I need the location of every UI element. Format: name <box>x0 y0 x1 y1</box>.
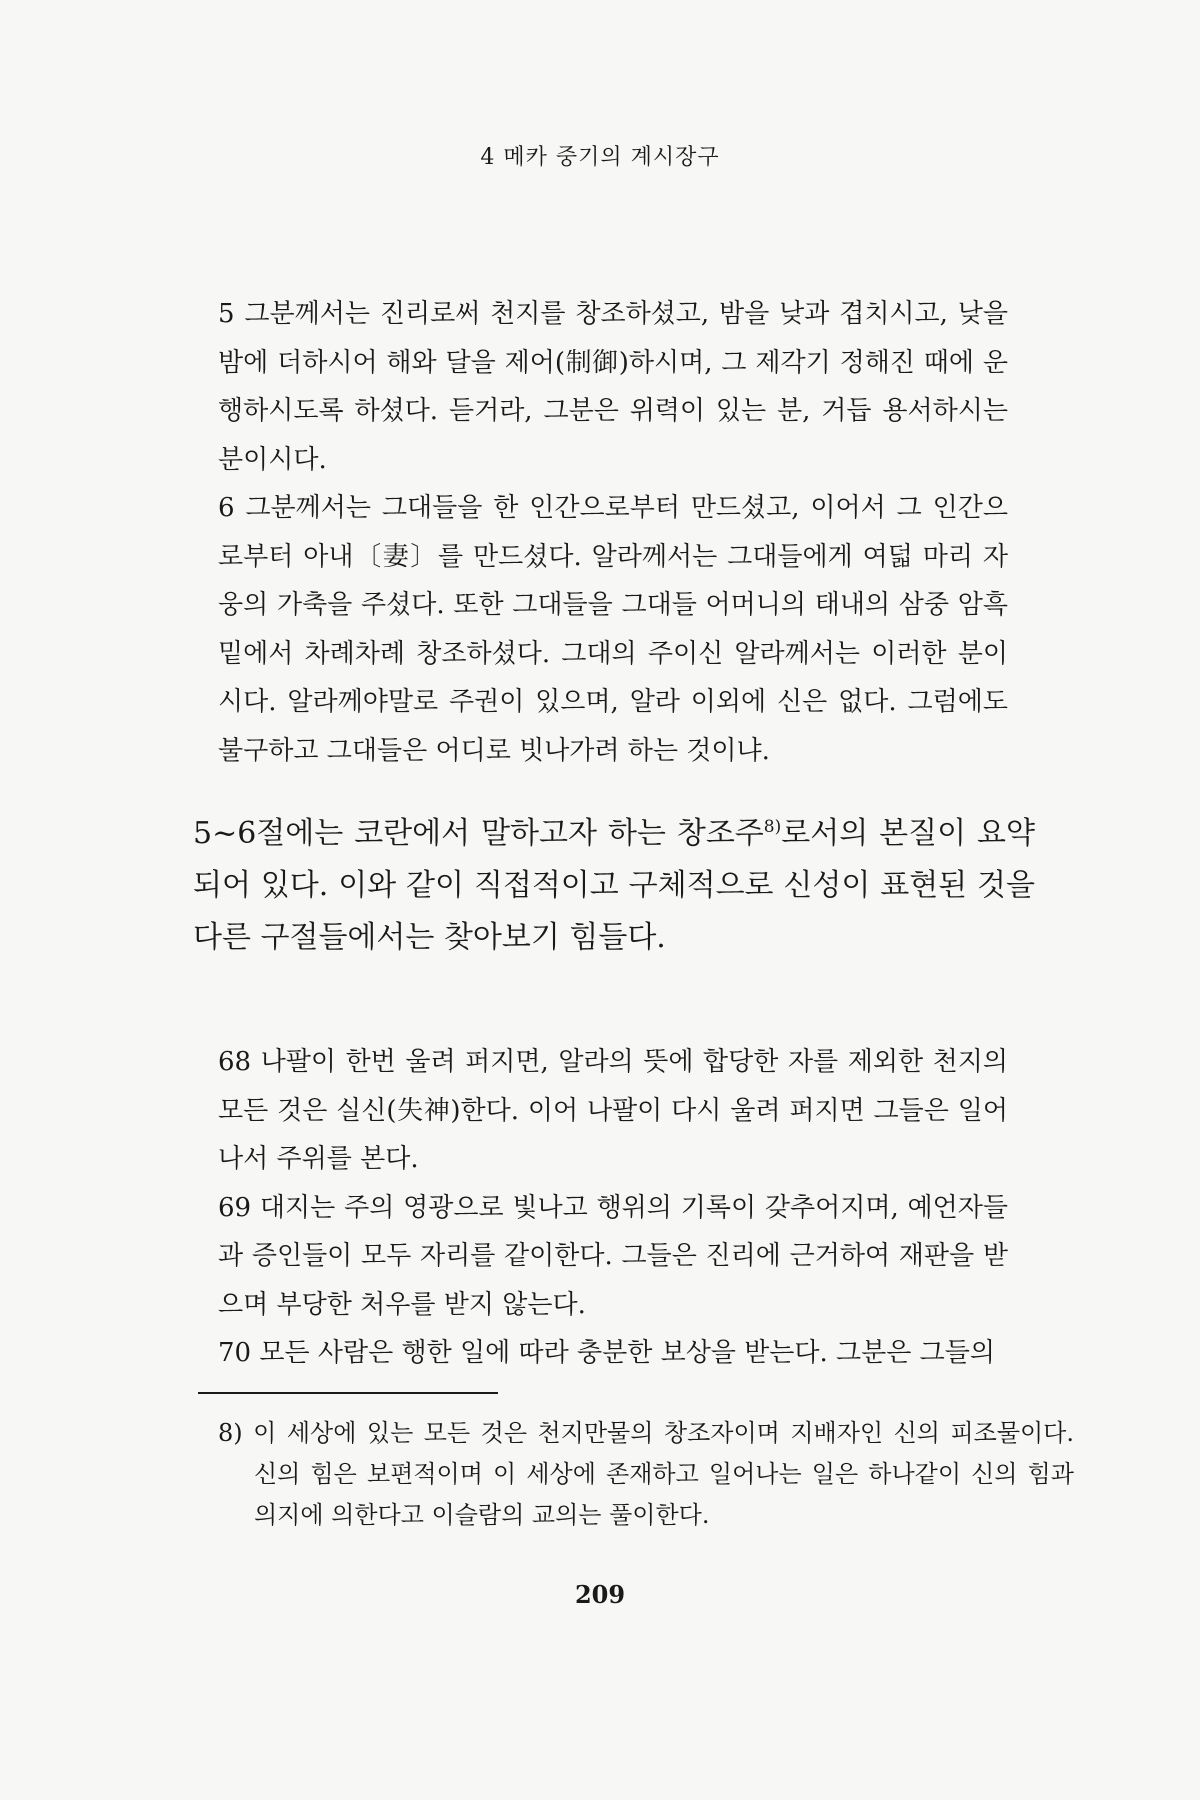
footnote-divider <box>198 1392 498 1394</box>
verse-70 <box>218 1329 1008 1378</box>
verse-text: 모든 사람은 행한 일에 따라 충분한 보상을 받는다. 그분은 그들의 <box>259 1338 996 1368</box>
verse-text: 그분께서는 진리로써 천지를 창조하셨고, 밤을 낮과 겹치시고, 낮을 밤에 더하시어 해와 달을 제어(制御)하시며, 그 제각기 정해진 때에 운행하시도록 하셨다. 듣거라, 그분은 위력이 있는 분, 거듭 용서하시는 분이시다. <box>218 299 1009 475</box>
verse-number: 69 <box>218 1192 252 1223</box>
footnote-marker: 8) <box>218 1419 243 1447</box>
verse-6 <box>218 484 1008 775</box>
page-number: 209 <box>574 1580 626 1609</box>
commentary-text-start: 5~6절에는 코란에서 말하고자 하는 창조주 <box>193 816 764 851</box>
verse-68 <box>218 1038 1008 1184</box>
verse-number: 70 <box>218 1338 252 1368</box>
verse-number: 68 <box>218 1047 252 1077</box>
commentary-paragraph <box>193 808 1035 964</box>
verse-69 <box>218 1184 1008 1330</box>
footnote-text: 이 세상에 있는 모든 것은 천지만물의 창조자이며 지배자인 신의 피조물이다. 신의 힘은 보편적이며 이 세상에 존재하고 일어나는 일은 하나같이 신의 힘과 의지에 의한다고 이슬람의 교의는 풀이한다. <box>253 1419 1074 1529</box>
verse-text: 나팔이 한번 울려 퍼지면, 알라의 뜻에 합당한 자를 제외한 천지의 모든 것은 실신(失神)한다. 이어 나팔이 다시 울려 퍼지면 그들은 일어나서 주위를 본다. <box>218 1047 1008 1174</box>
verse-block-68-70 <box>218 1038 1008 1378</box>
verse-block-5-6 <box>218 290 1008 775</box>
verse-text: 대지는 주의 영광으로 빛나고 행위의 기록이 갖추어지며, 예언자들과 증인들이 모두 자리를 같이한다. 그들은 진리에 근거하여 재판을 받으며 부당한 처우를 받지 않는다. <box>218 1192 1009 1320</box>
verse-number: 5 <box>218 299 235 329</box>
footnote-8 <box>218 1413 1074 1536</box>
verse-number: 6 <box>218 493 235 523</box>
running-header: 4 메카 중기의 계시장구 <box>480 145 720 170</box>
footnote-reference[interactable]: 8) <box>763 817 782 837</box>
verse-5 <box>218 290 1008 484</box>
commentary-text-end: 로서의 본질이 요약되어 있다. 이와 같이 직접적이고 구체적으로 신성이 표현된 것을 다른 구절들에서는 찾아보기 힘들다. <box>193 816 1035 955</box>
verse-text: 그분께서는 그대들을 한 인간으로부터 만드셨고, 이어서 그 인간으로부터 아내〔妻〕를 만드셨다. 알라께서는 그대들에게 여덟 마리 자웅의 가축을 주셨다. 또한 그대들을 그대들 어머니의 태내의 삼중 암흑 밑에서 차례차례 창조하셨다. 그대의 주이신 알라께서는 이러한 분이시다. 알라께야말로 주권이 있으며, 알라 이외에 신은 없다. 그럼에도 불구하고 그대들은 어디로 빗나가려 하는 것이냐. <box>218 493 1009 766</box>
